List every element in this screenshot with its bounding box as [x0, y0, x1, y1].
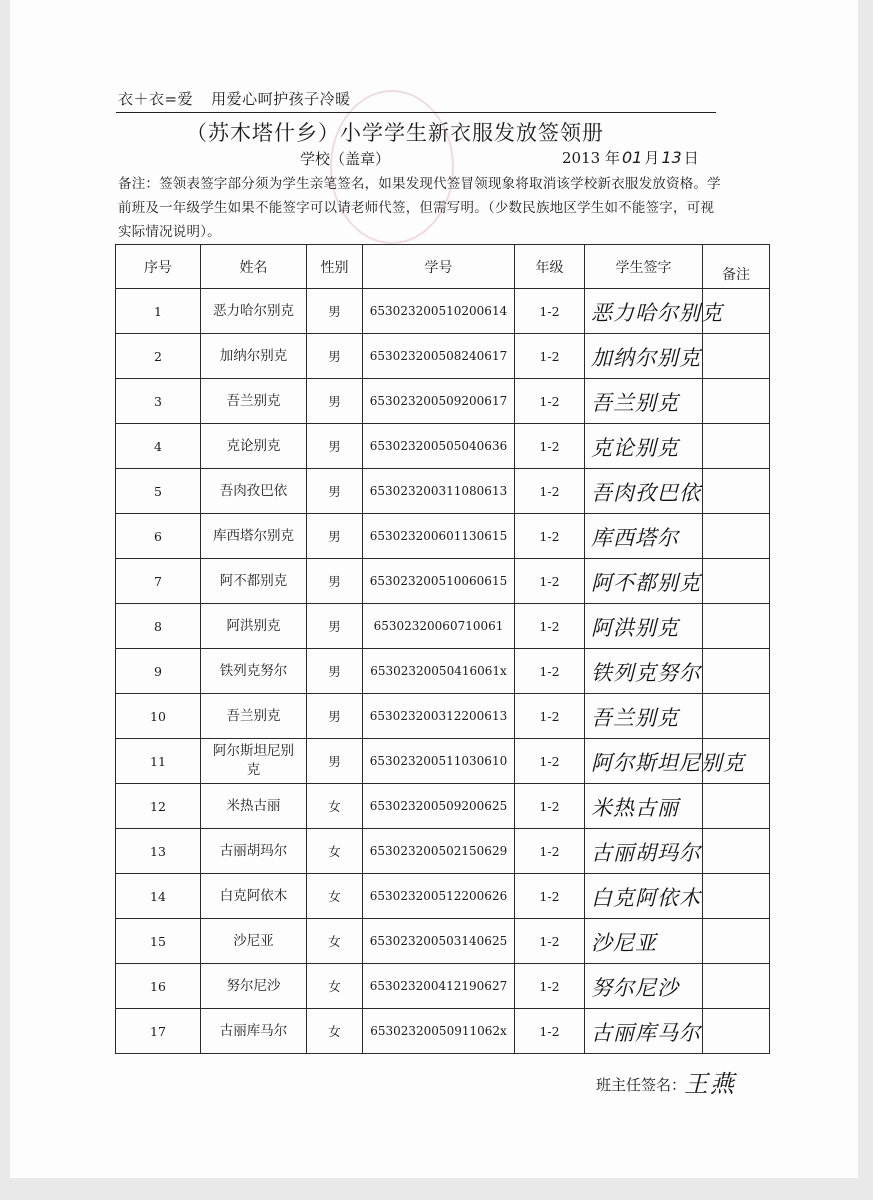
cell-remark — [703, 1009, 770, 1054]
cell-no: 14 — [116, 874, 201, 919]
slogan-text: 用爱心呵护孩子冷暖 — [211, 90, 351, 108]
cell-no: 9 — [116, 649, 201, 694]
date-year-unit: 年 — [604, 149, 620, 167]
table-row — [116, 604, 770, 649]
cell-student-id: 653023200508240617 — [363, 334, 515, 379]
cell-student-id: 653023200311080613 — [363, 469, 515, 514]
handwritten-signature: 阿洪别克 — [591, 616, 679, 640]
handwritten-signature: 吾兰别克 — [591, 706, 679, 730]
cell-grade: 1-2 — [515, 289, 585, 334]
table-row — [116, 289, 770, 334]
cell-name: 吾兰别克 — [201, 694, 307, 739]
cell-gender: 女 — [307, 784, 363, 829]
cell-grade: 1-2 — [515, 604, 585, 649]
table-row — [116, 469, 770, 514]
roster-table — [115, 244, 770, 1054]
cell-grade: 1-2 — [515, 919, 585, 964]
table-row — [116, 1009, 770, 1054]
cell-student-id: 653023200509200617 — [363, 379, 515, 424]
cell-gender: 男 — [307, 289, 363, 334]
col-header-grade: 年级 — [515, 245, 585, 289]
slogan-formula: 衣＋衣=爱 — [118, 90, 194, 108]
cell-no: 12 — [116, 784, 201, 829]
cell-gender: 女 — [307, 964, 363, 1009]
cell-remark — [703, 874, 770, 919]
cell-name: 努尔尼沙 — [201, 964, 307, 1009]
cell-gender: 男 — [307, 739, 363, 784]
handwritten-signature: 白克阿依木 — [591, 886, 701, 910]
cell-student-id: 653023200505040636 — [363, 424, 515, 469]
date-day-unit: 日 — [683, 149, 699, 167]
handwritten-signature: 阿不都别克 — [591, 571, 701, 595]
cell-name: 吾兰别克 — [201, 379, 307, 424]
cell-grade: 1-2 — [515, 424, 585, 469]
table-row — [116, 739, 770, 784]
teacher-signature: 王燕 — [684, 1070, 736, 1098]
cell-student-id: 653023200502150629 — [363, 829, 515, 874]
cell-gender: 女 — [307, 829, 363, 874]
handwritten-signature: 沙尼亚 — [591, 931, 657, 955]
table-row — [116, 964, 770, 1009]
cell-student-id: 653023200412190627 — [363, 964, 515, 1009]
page-title: （苏木塔什乡）小学学生新衣服发放签领册 — [186, 121, 604, 145]
col-header-signature: 学生签字 — [585, 245, 703, 289]
cell-signature — [585, 334, 703, 379]
cell-grade: 1-2 — [515, 559, 585, 604]
date-line — [562, 147, 699, 168]
cell-no: 17 — [116, 1009, 201, 1054]
cell-no: 13 — [116, 829, 201, 874]
cell-no: 10 — [116, 694, 201, 739]
cell-remark — [703, 334, 770, 379]
cell-gender: 男 — [307, 469, 363, 514]
cell-signature — [585, 829, 703, 874]
cell-no: 5 — [116, 469, 201, 514]
cell-student-id: 653023200601130615 — [363, 514, 515, 559]
cell-student-id: 653023200511030610 — [363, 739, 515, 784]
cell-student-id: 653023200503140625 — [363, 919, 515, 964]
cell-grade: 1-2 — [515, 469, 585, 514]
cell-signature — [585, 784, 703, 829]
cell-remark — [703, 379, 770, 424]
cell-remark — [703, 514, 770, 559]
cell-gender: 男 — [307, 604, 363, 649]
cell-remark — [703, 559, 770, 604]
table-row — [116, 379, 770, 424]
cell-no: 8 — [116, 604, 201, 649]
cell-name: 吾肉孜巴依 — [201, 469, 307, 514]
handwritten-signature: 吾兰别克 — [591, 391, 679, 415]
cell-student-id: 653023200509200625 — [363, 784, 515, 829]
cell-gender: 男 — [307, 694, 363, 739]
table-row — [116, 649, 770, 694]
cell-signature — [585, 604, 703, 649]
cell-name: 阿尔斯坦尼别克 — [201, 739, 307, 784]
cell-no: 3 — [116, 379, 201, 424]
cell-no: 6 — [116, 514, 201, 559]
col-header-gender: 性别 — [307, 245, 363, 289]
cell-remark — [703, 424, 770, 469]
date-month-unit: 月 — [644, 149, 660, 167]
handwritten-signature: 努尔尼沙 — [591, 976, 679, 1000]
cell-remark — [703, 964, 770, 1009]
table-row — [116, 424, 770, 469]
cell-no: 11 — [116, 739, 201, 784]
table-row — [116, 559, 770, 604]
cell-remark — [703, 919, 770, 964]
cell-gender: 女 — [307, 919, 363, 964]
date-year: 2013 — [562, 149, 601, 167]
cell-name: 白克阿依木 — [201, 874, 307, 919]
handwritten-signature: 恶力哈尔别克 — [591, 301, 723, 325]
handwritten-signature: 加纳尔别克 — [591, 346, 701, 370]
cell-name: 阿不都别克 — [201, 559, 307, 604]
cell-remark — [703, 469, 770, 514]
cell-signature — [585, 874, 703, 919]
cell-no: 16 — [116, 964, 201, 1009]
cell-name: 加纳尔别克 — [201, 334, 307, 379]
handwritten-signature: 克论别克 — [591, 436, 679, 460]
cell-gender: 男 — [307, 649, 363, 694]
handwritten-signature: 古丽库马尔 — [591, 1021, 701, 1045]
cell-signature — [585, 514, 703, 559]
cell-grade: 1-2 — [515, 334, 585, 379]
handwritten-signature: 古丽胡玛尔 — [591, 841, 701, 865]
cell-name: 库西塔尔别克 — [201, 514, 307, 559]
cell-name: 阿洪别克 — [201, 604, 307, 649]
cell-grade: 1-2 — [515, 964, 585, 1009]
cell-grade: 1-2 — [515, 379, 585, 424]
cell-gender: 男 — [307, 514, 363, 559]
note-paragraph: 备注：签领表签字部分须为学生亲笔签名，如果发现代签冒领现象将取消该学校新衣服发放资格。学前班及一年级学生如果不能签字可以请老师代签，但需写明。（少数民族地区学生如不能签字，可视实际情况说明）。 — [118, 176, 721, 240]
cell-name: 恶力哈尔别克 — [201, 289, 307, 334]
cell-gender: 女 — [307, 1009, 363, 1054]
cell-signature — [585, 469, 703, 514]
cell-signature — [585, 649, 703, 694]
cell-no: 15 — [116, 919, 201, 964]
cell-gender: 男 — [307, 559, 363, 604]
cell-gender: 男 — [307, 379, 363, 424]
cell-name: 米热古丽 — [201, 784, 307, 829]
handwritten-signature: 铁列克努尔 — [591, 661, 701, 685]
cell-remark — [703, 784, 770, 829]
cell-grade: 1-2 — [515, 784, 585, 829]
cell-no: 2 — [116, 334, 201, 379]
cell-no: 7 — [116, 559, 201, 604]
col-header-id: 学号 — [363, 245, 515, 289]
cell-grade: 1-2 — [515, 514, 585, 559]
cell-student-id: 65302320060710061 — [363, 604, 515, 649]
date-day: 13 — [661, 148, 682, 167]
col-header-remark: 备注 — [703, 245, 770, 289]
table-row — [116, 784, 770, 829]
cell-signature — [585, 964, 703, 1009]
cell-remark — [703, 694, 770, 739]
cell-signature — [585, 919, 703, 964]
cell-student-id: 65302320050416061x — [363, 649, 515, 694]
cell-name: 古丽胡玛尔 — [201, 829, 307, 874]
cell-signature — [585, 739, 745, 784]
cell-name: 克论别克 — [201, 424, 307, 469]
handwritten-signature: 库西塔尔 — [591, 526, 679, 550]
cell-student-id: 65302320050911062x — [363, 1009, 515, 1054]
school-label: 学校（盖章） — [300, 150, 391, 168]
cell-signature — [585, 379, 703, 424]
cell-name: 沙尼亚 — [201, 919, 307, 964]
table-row — [116, 334, 770, 379]
cell-student-id: 653023200512200626 — [363, 874, 515, 919]
cell-gender: 男 — [307, 334, 363, 379]
handwritten-signature: 米热古丽 — [591, 796, 679, 820]
table-row — [116, 919, 770, 964]
date-month: 01 — [621, 148, 643, 167]
cell-no: 1 — [116, 289, 201, 334]
cell-remark — [703, 649, 770, 694]
cell-student-id: 653023200510200614 — [363, 289, 515, 334]
cell-student-id: 653023200312200613 — [363, 694, 515, 739]
cell-grade: 1-2 — [515, 1009, 585, 1054]
table-row — [116, 829, 770, 874]
roster-body — [116, 289, 770, 1054]
cell-signature — [585, 1009, 703, 1054]
cell-signature — [585, 694, 703, 739]
cell-name: 古丽库马尔 — [201, 1009, 307, 1054]
cell-no: 4 — [116, 424, 201, 469]
cell-name: 铁列克努尔 — [201, 649, 307, 694]
table-row — [116, 694, 770, 739]
cell-gender: 男 — [307, 424, 363, 469]
header-rule — [116, 112, 716, 113]
table-row — [116, 514, 770, 559]
cell-remark — [703, 604, 770, 649]
cell-grade: 1-2 — [515, 739, 585, 784]
cell-signature — [585, 559, 703, 604]
cell-gender: 女 — [307, 874, 363, 919]
handwritten-signature: 吾肉孜巴依 — [591, 481, 701, 505]
handwritten-signature: 阿尔斯坦尼别克 — [591, 751, 745, 775]
table-row — [116, 874, 770, 919]
teacher-signature-label: 班主任签名： — [596, 1076, 687, 1094]
cell-grade: 1-2 — [515, 874, 585, 919]
col-header-no: 序号 — [116, 245, 201, 289]
header-slogan — [118, 88, 369, 109]
cell-student-id: 653023200510060615 — [363, 559, 515, 604]
cell-signature — [585, 424, 703, 469]
col-header-name: 姓名 — [201, 245, 307, 289]
cell-remark — [703, 829, 770, 874]
cell-grade: 1-2 — [515, 649, 585, 694]
cell-signature — [585, 289, 723, 334]
cell-grade: 1-2 — [515, 829, 585, 874]
table-header-row — [116, 245, 770, 289]
cell-grade: 1-2 — [515, 694, 585, 739]
